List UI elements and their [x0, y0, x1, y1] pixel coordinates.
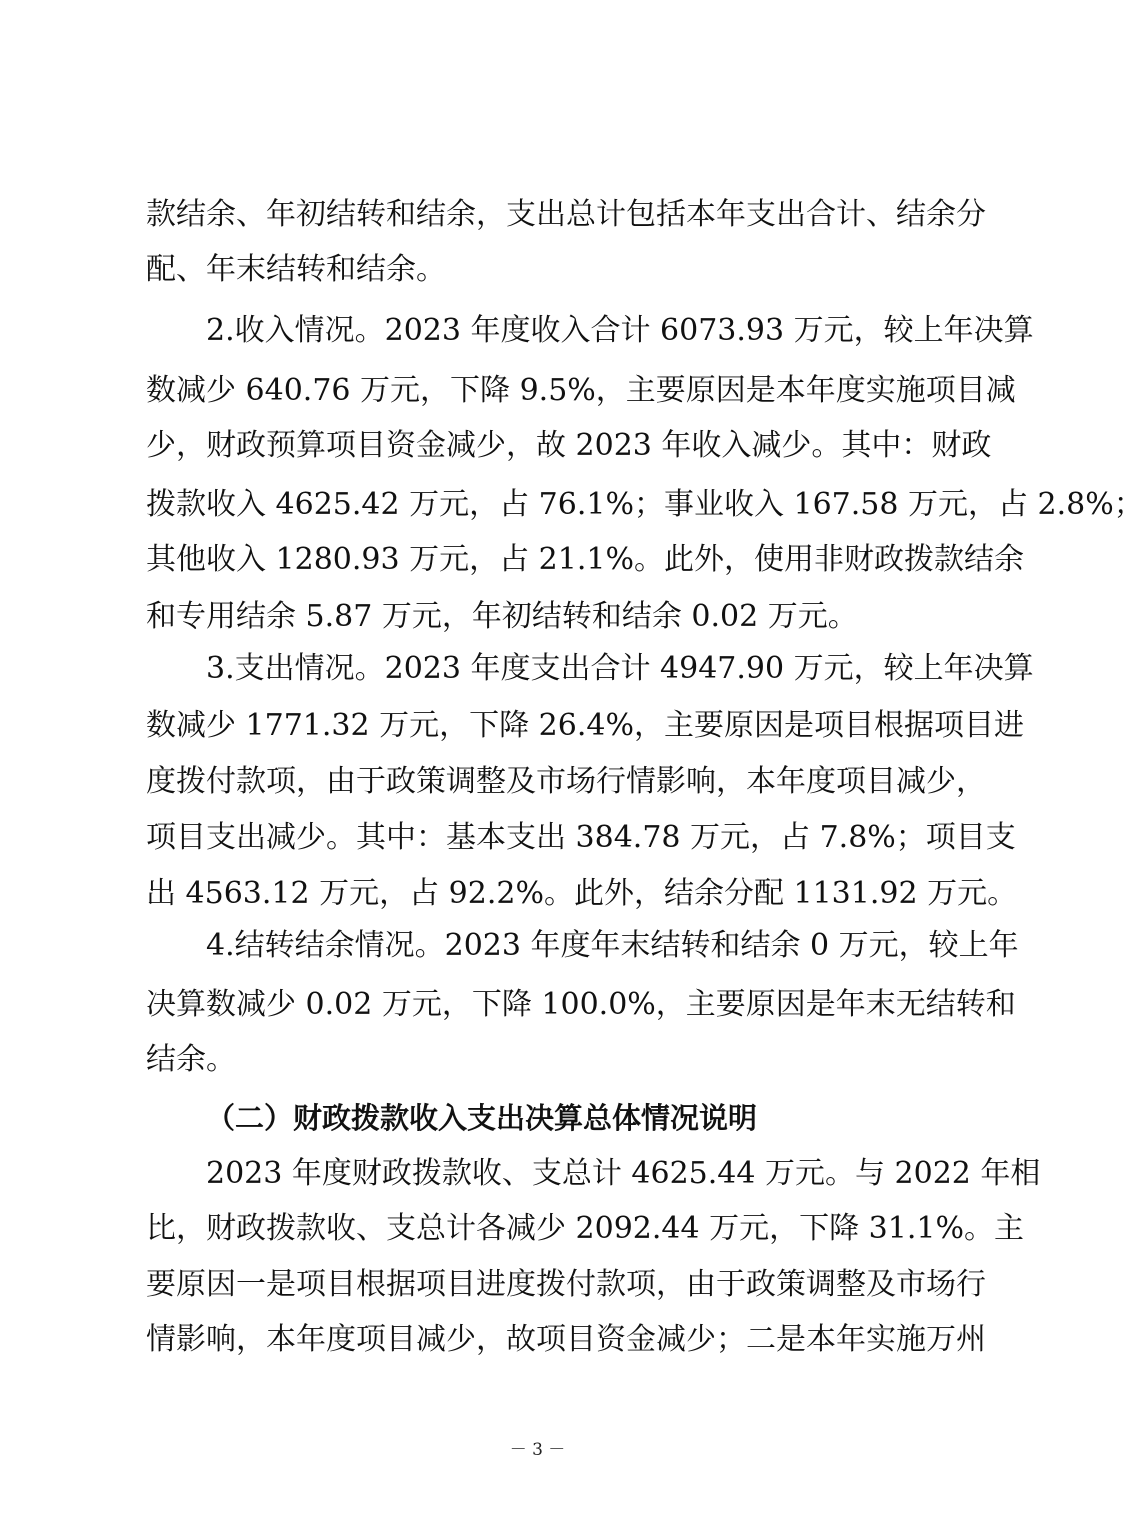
text-line: 决算数减少 0.02 万元，下降 100.0%，主要原因是年末无结转和	[146, 987, 1016, 1022]
paragraph-start-expenditure: 3.支出情况。2023 年度支出合计 4947.90 万元，较上年决算	[206, 651, 1034, 686]
text-line: 配、年末结转和结余。	[146, 252, 446, 287]
text-line: 款结余、年初结转和结余，支出总计包括本年支出合计、结余分	[146, 197, 986, 232]
text-line: 和专用结余 5.87 万元，年初结转和结余 0.02 万元。	[146, 599, 858, 634]
text-line: 拨款收入 4625.42 万元，占 76.1%；事业收入 167.58 万元，占 2.8%；	[146, 487, 1144, 522]
text-line: 项目支出减少。其中：基本支出 384.78 万元，占 7.8%；项目支	[146, 820, 1016, 855]
text-line: 比，财政拨款收、支总计各减少 2092.44 万元，下降 31.1%。主	[146, 1211, 1024, 1246]
text-line: 出 4563.12 万元，占 92.2%。此外，结余分配 1131.92 万元。	[146, 876, 1018, 911]
paragraph-start-carryover: 4.结转结余情况。2023 年度年末结转和结余 0 万元，较上年	[206, 928, 1019, 963]
section-heading: （二）财政拨款收入支出决算总体情况说明	[206, 1101, 758, 1135]
text-line: 其他收入 1280.93 万元，占 21.1%。此外，使用非财政拨款结余	[146, 542, 1024, 577]
paragraph-start-fiscal: 2023 年度财政拨款收、支总计 4625.44 万元。与 2022 年相	[206, 1156, 1041, 1191]
text-line: 度拨付款项，由于政策调整及市场行情影响，本年度项目减少，	[146, 764, 986, 799]
text-line: 结余。	[146, 1042, 236, 1077]
page-number: － 3 －	[509, 1440, 566, 1460]
text-line: 数减少 1771.32 万元，下降 26.4%，主要原因是项目根据项目进	[146, 708, 1024, 743]
text-line: 少，财政预算项目资金减少，故 2023 年收入减少。其中：财政	[146, 428, 992, 463]
text-line: 数减少 640.76 万元，下降 9.5%，主要原因是本年度实施项目减	[146, 373, 1016, 408]
text-line: 要原因一是项目根据项目进度拨付款项，由于政策调整及市场行	[146, 1267, 986, 1302]
paragraph-start-income: 2.收入情况。2023 年度收入合计 6073.93 万元，较上年决算	[206, 313, 1034, 348]
text-line: 情影响，本年度项目减少，故项目资金减少；二是本年实施万州	[146, 1322, 986, 1357]
